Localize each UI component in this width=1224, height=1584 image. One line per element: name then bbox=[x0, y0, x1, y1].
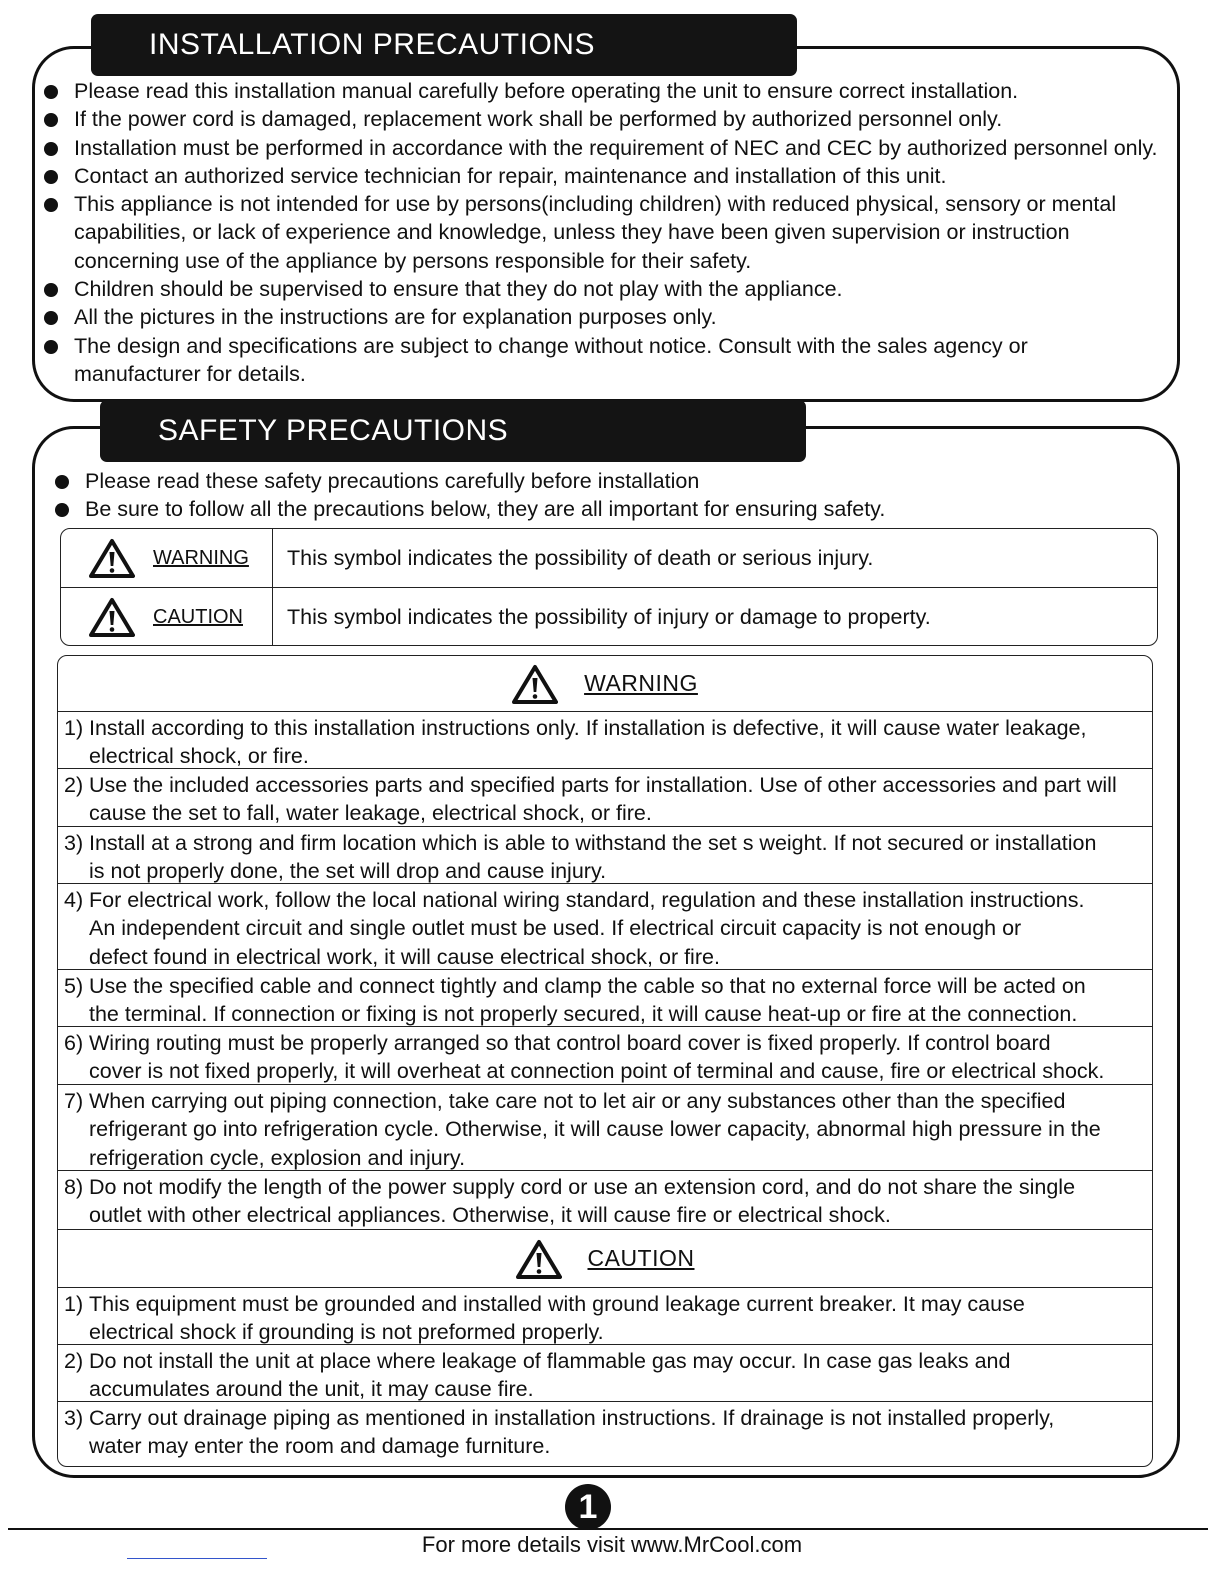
footer-divider bbox=[8, 1528, 1208, 1530]
caution-row: 3) Carry out drainage piping as mentioned in installation instructions. If drainage is not installed properly, water may enter the room and damage furniture. bbox=[64, 1406, 1055, 1459]
installation-item: Installation must be performed in accordance with the requirement of NEC and CEC by authorized personnel only. bbox=[44, 134, 1184, 162]
symbol-label-caution: CAUTION bbox=[153, 605, 243, 628]
bullet-dot bbox=[44, 142, 58, 156]
installation-item: The design and specifications are subject to change without notice. Consult with the sales agency or manufacturer for details. bbox=[44, 332, 1184, 389]
warning-row: 5) Use the specified cable and connect tightly and clamp the cable so that no external force will be acted on the terminal. If connection or fixing is not properly secured, it will cause heat-up or fire at the connection. bbox=[58, 970, 1152, 1027]
warning-row: 1) Install according to this installation instructions only. If installation is defective, it will cause water leakage, electrical shock, or fire. bbox=[58, 712, 1152, 769]
warning-heading-label: WARNING bbox=[584, 670, 698, 696]
warning-row: 8) Do not modify the length of the power supply cord or use an extension cord, and do not share the single outlet with other electrical appliances. Otherwise, it will cause fire or electrical shock. bbox=[58, 1171, 1152, 1230]
caution-row: 1) This equipment must be grounded and installed with ground leakage current breaker. It may cause electrical shock if grounding is not preformed properly. bbox=[58, 1288, 1152, 1345]
installation-item: Please read this installation manual carefully before operating the unit to ensure correct installation. bbox=[44, 77, 1184, 105]
warning-triangle-icon bbox=[516, 1239, 562, 1279]
bullet-dot bbox=[55, 503, 69, 517]
bullet-dot bbox=[44, 170, 58, 184]
symbol-text-warning: This symbol indicates the possibility of death or serious injury. bbox=[287, 545, 874, 570]
safety-section-title: SAFETY PRECAUTIONS bbox=[100, 400, 806, 462]
bullet-dot bbox=[44, 283, 58, 297]
safety-list bbox=[55, 467, 1155, 524]
caution-heading-label: CAUTION bbox=[587, 1245, 695, 1271]
footer-text: For more details visit www.MrCool.com bbox=[421, 1532, 803, 1557]
installation-item: All the pictures in the instructions are for explanation purposes only. bbox=[44, 303, 1184, 331]
footer-link-underline bbox=[127, 1558, 267, 1559]
bullet-dot bbox=[44, 113, 58, 127]
symbol-label-warning: WARNING bbox=[153, 546, 249, 569]
warning-row: 4) For electrical work, follow the local national wiring standard, regulation and these installation instructions. An independent circuit and single outlet must be used. If electrical circuit capacity is not enough or defect found in electrical work, it will cause electrical shock, or fire. bbox=[58, 884, 1152, 970]
bullet-dot bbox=[44, 198, 58, 212]
warning-caution-table bbox=[57, 655, 1153, 1467]
installation-list bbox=[44, 77, 1184, 388]
installation-section-title: INSTALLATION PRECAUTIONS bbox=[91, 14, 797, 76]
symbol-text-caution: This symbol indicates the possibility of injury or damage to property. bbox=[287, 604, 931, 629]
page-number: 1 bbox=[565, 1484, 611, 1530]
warning-row: 2) Use the included accessories parts and specified parts for installation. Use of other accessories and part will cause the set to fall, water leakage, electrical shock, or fire. bbox=[58, 769, 1152, 827]
warning-triangle-icon bbox=[89, 538, 135, 578]
symbol-legend-table bbox=[60, 528, 1158, 646]
caution-heading bbox=[58, 1230, 1152, 1288]
installation-item: Contact an authorized service technician for repair, maintenance and installation of this unit. bbox=[44, 162, 1184, 190]
bullet-dot bbox=[55, 475, 69, 489]
installation-item: Children should be supervised to ensure that they do not play with the appliance. bbox=[44, 275, 1184, 303]
warning-row: 7) When carrying out piping connection, take care not to let air or any substances other than the specified refrigerant go into refrigeration cycle. Otherwise, it will cause lower capacity, abnormal high pressure in the refrigeration cycle, explosion and injury. bbox=[58, 1085, 1152, 1171]
bullet-dot bbox=[44, 85, 58, 99]
symbol-row-caution bbox=[61, 588, 1157, 646]
caution-row: 2) Do not install the unit at place where leakage of flammable gas may occur. In case gas leaks and accumulates around the unit, it may cause fire. bbox=[58, 1345, 1152, 1402]
warning-heading bbox=[58, 656, 1152, 712]
warning-triangle-icon bbox=[89, 597, 135, 637]
safety-item: Please read these safety precautions carefully before installation bbox=[55, 467, 1155, 495]
bullet-dot bbox=[44, 311, 58, 325]
installation-item: This appliance is not intended for use by persons(including children) with reduced physical, sensory or mental capabilities, or lack of experience and knowledge, unless they have been given supervision or instruction concerning use of the appliance by persons responsible for their safety. bbox=[44, 190, 1184, 275]
safety-item: Be sure to follow all the precautions below, they are all important for ensuring safety. bbox=[55, 495, 1155, 523]
bullet-dot bbox=[44, 340, 58, 354]
symbol-row-warning bbox=[61, 529, 1157, 588]
installation-item: If the power cord is damaged, replacement work shall be performed by authorized personnel only. bbox=[44, 105, 1184, 133]
warning-triangle-icon bbox=[512, 664, 558, 704]
warning-row: 3) Install at a strong and firm location which is able to withstand the set s weight. If not secured or installation is not properly done, the set will drop and cause injury. bbox=[58, 827, 1152, 884]
warning-row: 6) Wiring routing must be properly arranged so that control board cover is fixed properly. If control board cover is not fixed properly, it will overheat at connection point of terminal and cause, fire or electrical shock. bbox=[58, 1027, 1152, 1085]
